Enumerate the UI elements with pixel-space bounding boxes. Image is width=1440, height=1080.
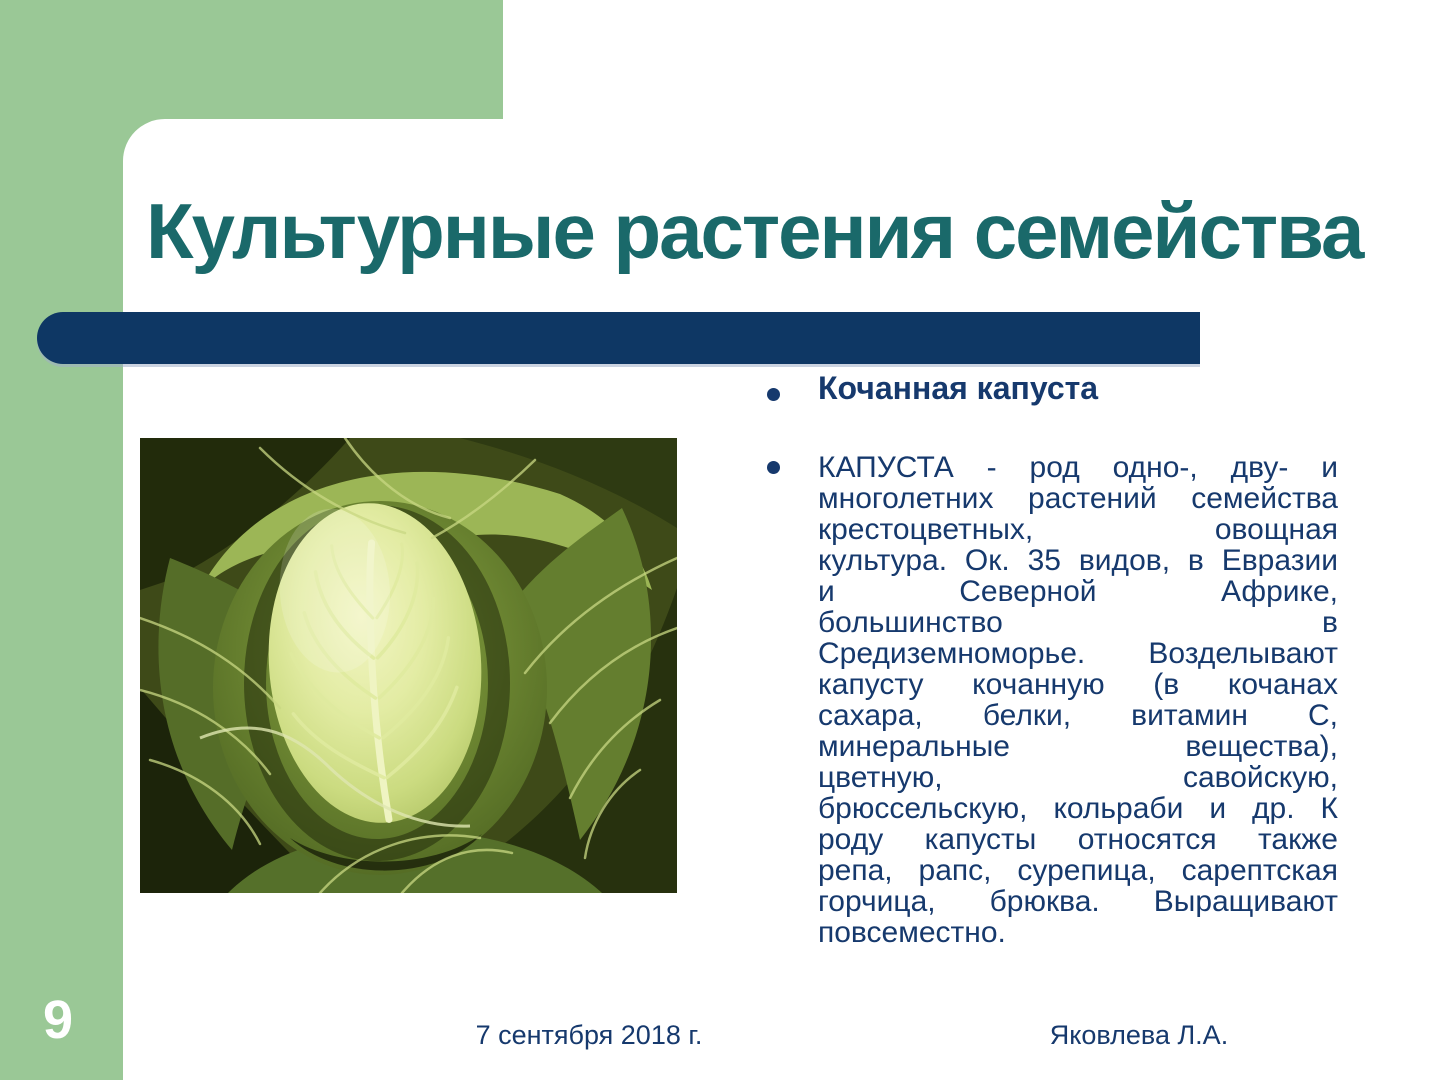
paragraph-line: брюссельскую, кольраби и др. К bbox=[818, 792, 1338, 825]
paragraph-line: Средиземноморье. Возделывают bbox=[818, 637, 1338, 670]
paragraph-line: КАПУСТА - род одно-, дву- и bbox=[818, 451, 1338, 484]
footer-date: 7 сентября 2018 г. bbox=[475, 1020, 703, 1050]
cabbage-illustration bbox=[140, 438, 677, 893]
bullet-paragraph bbox=[818, 452, 1338, 948]
paragraph-line: горчица, брюква. Выращивают bbox=[818, 885, 1338, 918]
bullet-marker bbox=[767, 388, 780, 401]
page-number: 9 bbox=[42, 990, 74, 1050]
paragraph-line: крестоцветных, овощная bbox=[818, 513, 1338, 546]
title-divider-bar bbox=[37, 312, 1200, 364]
cabbage-photo bbox=[140, 438, 677, 893]
bullet-heading: Кочанная капуста bbox=[818, 370, 1099, 406]
paragraph-line: повсеместно. bbox=[818, 916, 1006, 949]
paragraph-line: большинство в bbox=[818, 606, 1338, 639]
paragraph-line: цветную, савойскую, bbox=[818, 761, 1338, 794]
paragraph-line: многолетних растений семейства bbox=[818, 482, 1338, 515]
slide-title: Культурные растения семейства bbox=[146, 187, 1363, 275]
paragraph-line: и Северной Африке, bbox=[818, 575, 1338, 608]
paragraph-line: сахара, белки, витамин С, bbox=[818, 699, 1338, 732]
footer-author: Яковлева Л.А. bbox=[1049, 1020, 1229, 1050]
paragraph-line: репа, рапс, сурепица, сарептская bbox=[818, 854, 1338, 887]
paragraph-line: роду капусты относятся также bbox=[818, 823, 1338, 856]
paragraph-line: минеральные вещества), bbox=[818, 730, 1338, 763]
paragraph-line: капусту кочанную (в кочанах bbox=[818, 668, 1338, 701]
paragraph-line: культура. Ок. 35 видов, в Евразии bbox=[818, 544, 1338, 577]
bullet-marker bbox=[767, 461, 780, 474]
